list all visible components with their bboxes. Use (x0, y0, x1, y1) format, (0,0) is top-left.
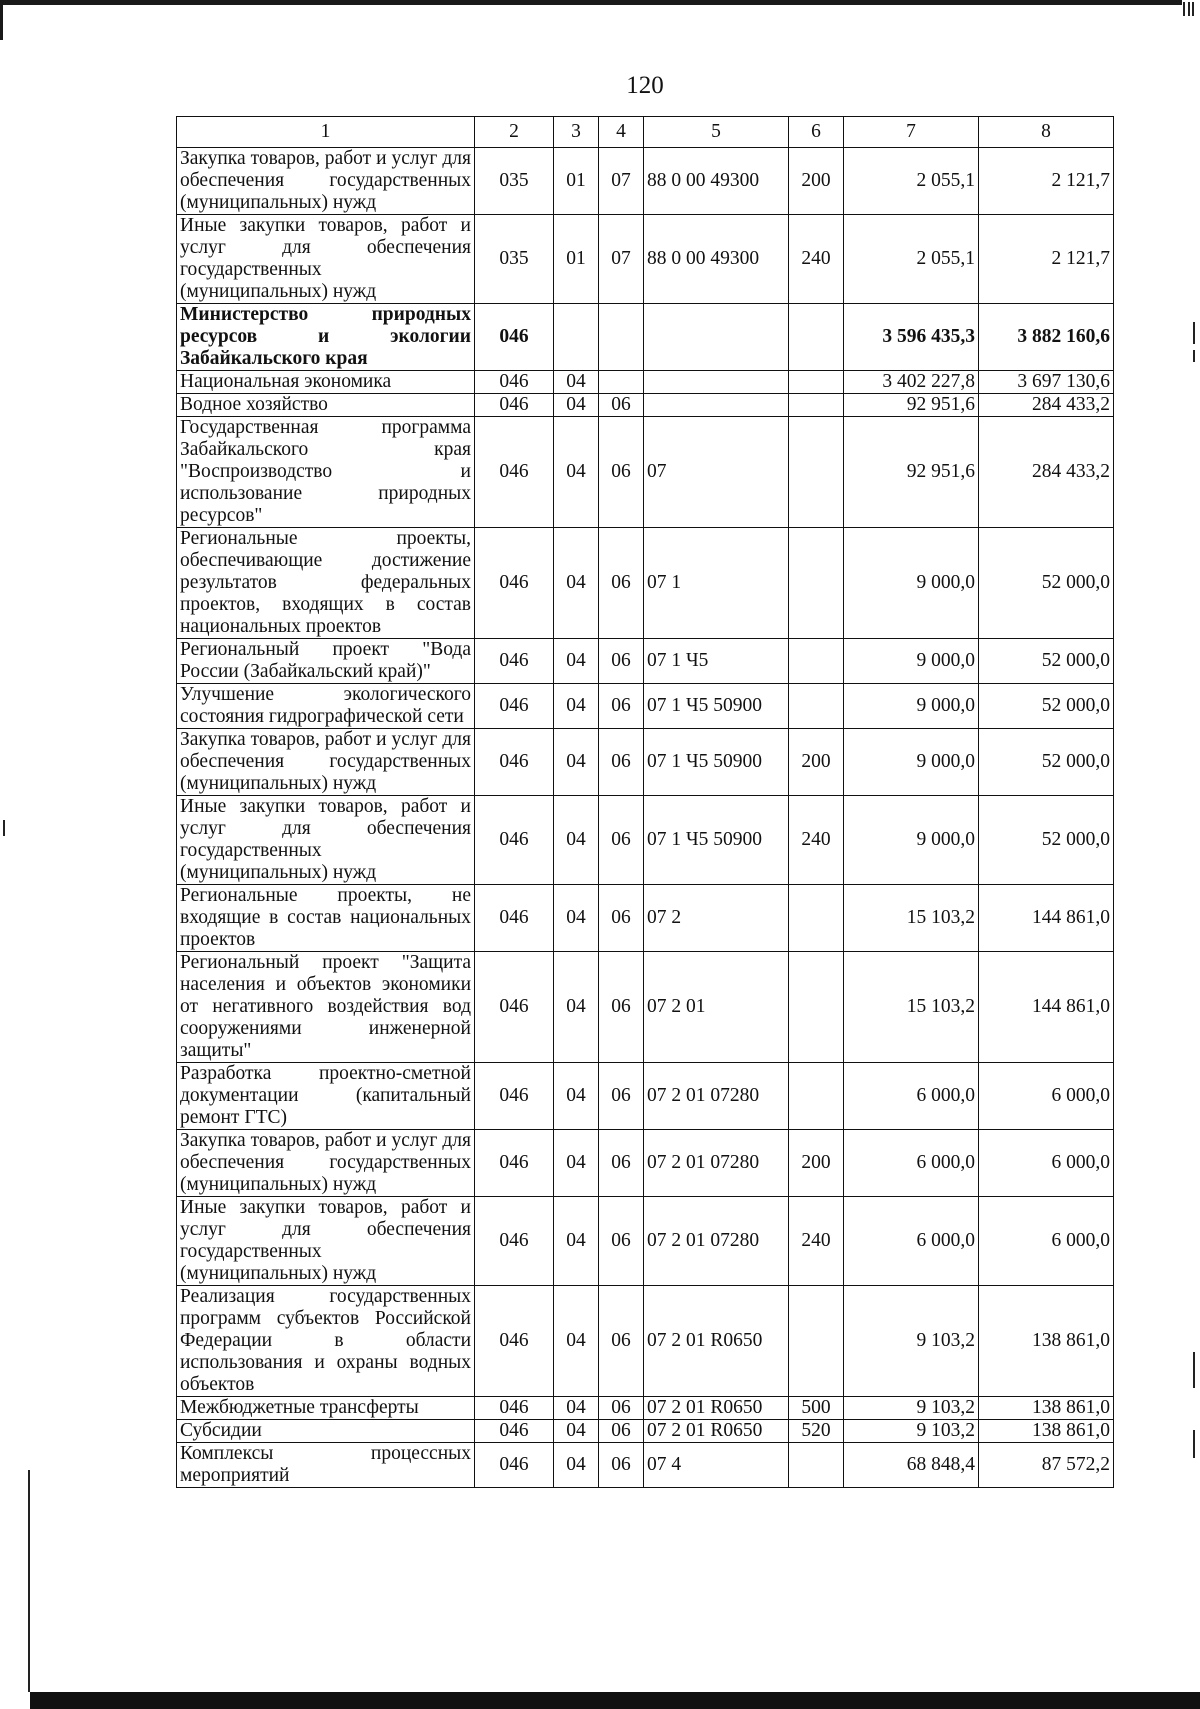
amount-year-2: 52 000,0 (979, 528, 1114, 639)
section-code: 04 (554, 528, 599, 639)
row-name: Реализация государственных программ субъектов Российской Федерации в области использования и охраны водных объектов (177, 1286, 475, 1397)
amount-year-1: 2 055,1 (844, 215, 979, 304)
amount-year-1: 92 951,6 (844, 394, 979, 417)
subsection-code: 07 (599, 148, 644, 215)
subsection-code: 06 (599, 952, 644, 1063)
column-header: 3 (554, 117, 599, 148)
ministry-code: 046 (475, 1443, 554, 1488)
expense-type-code (789, 952, 844, 1063)
ministry-code: 046 (475, 796, 554, 885)
section-code: 04 (554, 1443, 599, 1488)
table-row (177, 394, 1114, 417)
row-name: Улучшение экологического состояния гидрографической сети (177, 684, 475, 729)
section-code: 04 (554, 1397, 599, 1420)
ministry-code: 046 (475, 1197, 554, 1286)
target-article-code: 07 (644, 417, 789, 528)
target-article-code: 07 1 Ч5 50900 (644, 684, 789, 729)
expense-type-code: 240 (789, 215, 844, 304)
table-row (177, 1286, 1114, 1397)
ministry-code: 046 (475, 729, 554, 796)
amount-year-1: 9 000,0 (844, 684, 979, 729)
table-body (177, 148, 1114, 1488)
scan-mark (1188, 2, 1190, 16)
target-article-code: 07 1 Ч5 (644, 639, 789, 684)
table-row (177, 1063, 1114, 1130)
amount-year-1: 9 000,0 (844, 729, 979, 796)
table-row (177, 796, 1114, 885)
scan-mark (28, 1470, 30, 1692)
table-row (177, 371, 1114, 394)
target-article-code: 07 2 01 07280 (644, 1130, 789, 1197)
section-code: 04 (554, 417, 599, 528)
row-name: Субсидии (177, 1420, 475, 1443)
amount-year-1: 6 000,0 (844, 1197, 979, 1286)
subsection-code: 07 (599, 215, 644, 304)
target-article-code (644, 371, 789, 394)
expense-type-code: 240 (789, 1197, 844, 1286)
subsection-code: 06 (599, 528, 644, 639)
table-row (177, 1443, 1114, 1488)
column-header: 8 (979, 117, 1114, 148)
amount-year-1: 15 103,2 (844, 952, 979, 1063)
section-code: 04 (554, 1286, 599, 1397)
table-row (177, 1197, 1114, 1286)
amount-year-2: 52 000,0 (979, 796, 1114, 885)
ministry-code: 046 (475, 528, 554, 639)
subsection-code: 06 (599, 796, 644, 885)
scan-mark (3, 820, 5, 836)
target-article-code: 07 2 01 (644, 952, 789, 1063)
subsection-code: 06 (599, 417, 644, 528)
section-code: 04 (554, 729, 599, 796)
amount-year-1: 15 103,2 (844, 885, 979, 952)
amount-year-1: 68 848,4 (844, 1443, 979, 1488)
ministry-code: 046 (475, 1397, 554, 1420)
page-number: 120 (626, 72, 664, 99)
ministry-code: 046 (475, 684, 554, 729)
scan-mark (1193, 1430, 1195, 1458)
target-article-code: 07 2 01 07280 (644, 1063, 789, 1130)
amount-year-2: 52 000,0 (979, 639, 1114, 684)
column-header: 4 (599, 117, 644, 148)
section-code: 01 (554, 148, 599, 215)
subsection-code: 06 (599, 885, 644, 952)
section-code: 04 (554, 1420, 599, 1443)
column-header: 2 (475, 117, 554, 148)
table-row (177, 729, 1114, 796)
scan-mark (1193, 1352, 1195, 1388)
amount-year-2: 138 861,0 (979, 1286, 1114, 1397)
table-row (177, 1397, 1114, 1420)
expense-type-code: 200 (789, 729, 844, 796)
column-header: 5 (644, 117, 789, 148)
scan-edge-bottom (30, 1692, 1200, 1709)
amount-year-1: 6 000,0 (844, 1063, 979, 1130)
section-code: 04 (554, 1130, 599, 1197)
expense-type-code: 200 (789, 148, 844, 215)
section-code: 04 (554, 1063, 599, 1130)
ministry-code: 046 (475, 371, 554, 394)
amount-year-2: 284 433,2 (979, 417, 1114, 528)
subsection-code: 06 (599, 684, 644, 729)
amount-year-1: 3 402 227,8 (844, 371, 979, 394)
expense-type-code: 500 (789, 1397, 844, 1420)
subsection-code: 06 (599, 729, 644, 796)
row-name: Закупка товаров, работ и услуг для обеспечения государственных (муниципальных) нужд (177, 1130, 475, 1197)
expense-type-code: 520 (789, 1420, 844, 1443)
expense-type-code: 200 (789, 1130, 844, 1197)
section-code: 04 (554, 796, 599, 885)
section-code: 04 (554, 684, 599, 729)
expense-type-code: 240 (789, 796, 844, 885)
row-name: Министерство природных ресурсов и экологии Забайкальского края (177, 304, 475, 371)
row-name: Комплексы процессных мероприятий (177, 1443, 475, 1488)
expense-type-code (789, 639, 844, 684)
ministry-code: 046 (475, 1130, 554, 1197)
subsection-code: 06 (599, 1130, 644, 1197)
table-row (177, 1130, 1114, 1197)
ministry-code: 046 (475, 304, 554, 371)
amount-year-2: 6 000,0 (979, 1063, 1114, 1130)
amount-year-2: 2 121,7 (979, 215, 1114, 304)
amount-year-1: 6 000,0 (844, 1130, 979, 1197)
amount-year-2: 138 861,0 (979, 1397, 1114, 1420)
ministry-code: 046 (475, 1063, 554, 1130)
amount-year-1: 9 000,0 (844, 528, 979, 639)
amount-year-1: 9 000,0 (844, 796, 979, 885)
amount-year-2: 144 861,0 (979, 952, 1114, 1063)
expense-type-code (789, 1443, 844, 1488)
row-name: Национальная экономика (177, 371, 475, 394)
table-row (177, 639, 1114, 684)
subsection-code: 06 (599, 1420, 644, 1443)
column-header: 1 (177, 117, 475, 148)
row-name: Региональные проекты, обеспечивающие достижение результатов федеральных проектов, входящих в состав национальных проектов (177, 528, 475, 639)
subsection-code: 06 (599, 1397, 644, 1420)
amount-year-1: 9 103,2 (844, 1397, 979, 1420)
target-article-code (644, 394, 789, 417)
row-name: Региональный проект "Вода России (Забайкальский край)" (177, 639, 475, 684)
amount-year-2: 6 000,0 (979, 1130, 1114, 1197)
budget-table (176, 116, 1114, 1488)
target-article-code: 88 0 00 49300 (644, 215, 789, 304)
amount-year-2: 2 121,7 (979, 148, 1114, 215)
subsection-code: 06 (599, 1443, 644, 1488)
table-row (177, 417, 1114, 528)
table-row (177, 952, 1114, 1063)
ministry-code: 046 (475, 394, 554, 417)
expense-type-code (789, 417, 844, 528)
subsection-code (599, 371, 644, 394)
amount-year-2: 284 433,2 (979, 394, 1114, 417)
target-article-code: 07 1 Ч5 50900 (644, 796, 789, 885)
column-header: 7 (844, 117, 979, 148)
expense-type-code (789, 528, 844, 639)
scan-edge-top (0, 0, 1182, 5)
target-article-code (644, 304, 789, 371)
amount-year-2: 52 000,0 (979, 729, 1114, 796)
ministry-code: 046 (475, 1420, 554, 1443)
scan-mark (1193, 322, 1195, 344)
expense-type-code (789, 684, 844, 729)
table-row (177, 528, 1114, 639)
target-article-code: 88 0 00 49300 (644, 148, 789, 215)
target-article-code: 07 1 Ч5 50900 (644, 729, 789, 796)
section-code: 04 (554, 639, 599, 684)
amount-year-1: 2 055,1 (844, 148, 979, 215)
table-row (177, 304, 1114, 371)
row-name: Закупка товаров, работ и услуг для обеспечения государственных (муниципальных) нужд (177, 729, 475, 796)
amount-year-2: 87 572,2 (979, 1443, 1114, 1488)
row-name: Иные закупки товаров, работ и услуг для обеспечения государственных (муниципальных) нужд (177, 796, 475, 885)
amount-year-2: 144 861,0 (979, 885, 1114, 952)
scan-mark (1192, 2, 1194, 16)
row-name: Государственная программа Забайкальского края "Воспроизводство и использование природных ресурсов" (177, 417, 475, 528)
subsection-code: 06 (599, 1063, 644, 1130)
section-code: 04 (554, 394, 599, 417)
subsection-code: 06 (599, 639, 644, 684)
amount-year-2: 6 000,0 (979, 1197, 1114, 1286)
row-name: Закупка товаров, работ и услуг для обеспечения государственных (муниципальных) нужд (177, 148, 475, 215)
target-article-code: 07 4 (644, 1443, 789, 1488)
section-code: 04 (554, 885, 599, 952)
subsection-code: 06 (599, 394, 644, 417)
target-article-code: 07 2 (644, 885, 789, 952)
table-row (177, 684, 1114, 729)
ministry-code: 046 (475, 639, 554, 684)
section-code: 04 (554, 1197, 599, 1286)
expense-type-code (789, 394, 844, 417)
amount-year-2: 3 882 160,6 (979, 304, 1114, 371)
ministry-code: 046 (475, 952, 554, 1063)
target-article-code: 07 2 01 07280 (644, 1197, 789, 1286)
table-row (177, 885, 1114, 952)
expense-type-code (789, 371, 844, 394)
amount-year-1: 9 103,2 (844, 1286, 979, 1397)
ministry-code: 046 (475, 885, 554, 952)
row-name: Водное хозяйство (177, 394, 475, 417)
target-article-code: 07 2 01 R0650 (644, 1420, 789, 1443)
section-code: 04 (554, 952, 599, 1063)
section-code: 04 (554, 371, 599, 394)
target-article-code: 07 2 01 R0650 (644, 1397, 789, 1420)
table-row (177, 1420, 1114, 1443)
target-article-code: 07 2 01 R0650 (644, 1286, 789, 1397)
row-name: Межбюджетные трансферты (177, 1397, 475, 1420)
subsection-code (599, 304, 644, 371)
amount-year-2: 52 000,0 (979, 684, 1114, 729)
table-row (177, 148, 1114, 215)
ministry-code: 046 (475, 417, 554, 528)
subsection-code: 06 (599, 1197, 644, 1286)
expense-type-code (789, 304, 844, 371)
section-code: 01 (554, 215, 599, 304)
section-code (554, 304, 599, 371)
amount-year-1: 9 103,2 (844, 1420, 979, 1443)
scan-mark (1193, 350, 1195, 362)
ministry-code: 035 (475, 215, 554, 304)
amount-year-2: 138 861,0 (979, 1420, 1114, 1443)
amount-year-1: 9 000,0 (844, 639, 979, 684)
scan-mark (1183, 2, 1185, 16)
expense-type-code (789, 1063, 844, 1130)
expense-type-code (789, 1286, 844, 1397)
row-name: Региональный проект "Защита населения и объектов экономики от негативного воздействия вод сооружениями инженерной защиты" (177, 952, 475, 1063)
target-article-code: 07 1 (644, 528, 789, 639)
row-name: Иные закупки товаров, работ и услуг для обеспечения государственных (муниципальных) нужд (177, 1197, 475, 1286)
column-header: 6 (789, 117, 844, 148)
ministry-code: 046 (475, 1286, 554, 1397)
table-row (177, 215, 1114, 304)
subsection-code: 06 (599, 1286, 644, 1397)
amount-year-1: 92 951,6 (844, 417, 979, 528)
scan-edge-left (0, 0, 3, 40)
row-name: Иные закупки товаров, работ и услуг для обеспечения государственных (муниципальных) нужд (177, 215, 475, 304)
row-name: Разработка проектно-сметной документации (капитальный ремонт ГТС) (177, 1063, 475, 1130)
amount-year-2: 3 697 130,6 (979, 371, 1114, 394)
header-row (177, 117, 1114, 148)
expense-type-code (789, 885, 844, 952)
amount-year-1: 3 596 435,3 (844, 304, 979, 371)
row-name: Региональные проекты, не входящие в состав национальных проектов (177, 885, 475, 952)
ministry-code: 035 (475, 148, 554, 215)
